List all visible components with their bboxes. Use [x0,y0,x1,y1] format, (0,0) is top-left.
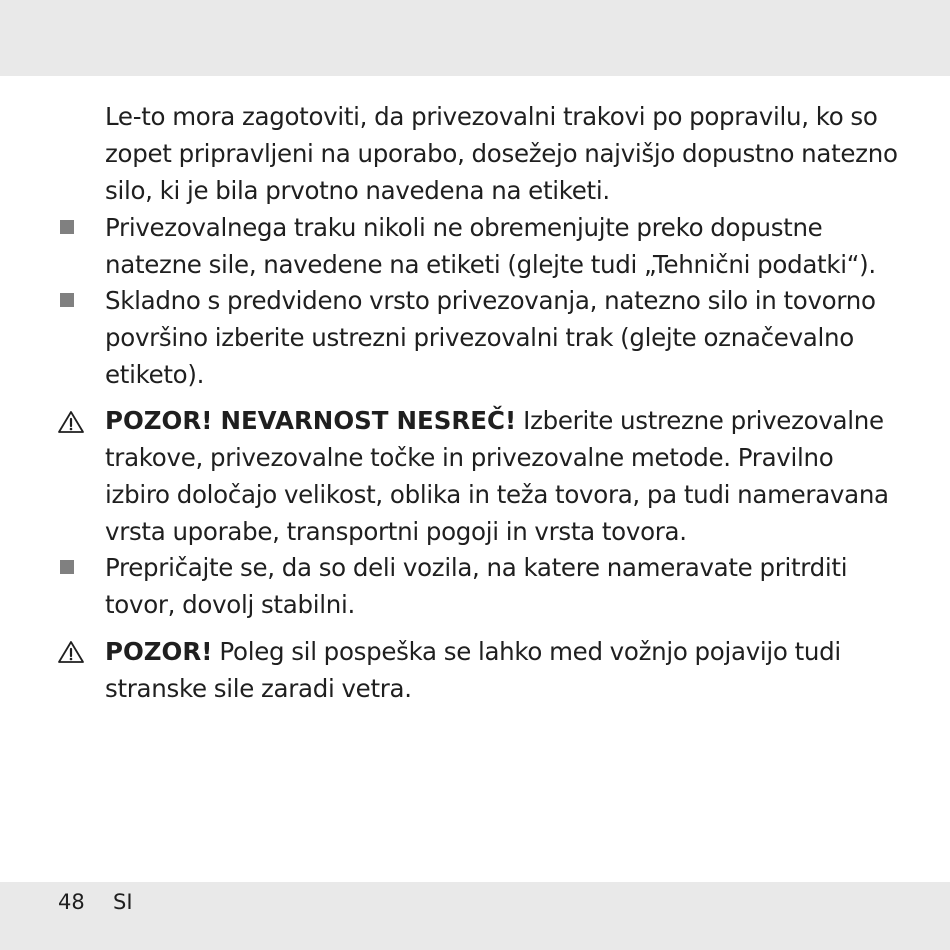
warning-triangle-icon [57,639,85,665]
warning-side-forces [105,633,905,707]
warning-text: Izberite ustrezne privezovalne trakove, privezovalne točke in privezovalne metode. Pravilno izbiro določajo velikost, oblika in teža tovora, pa tudi nameravana vrsta uporabe, transportni pogoji in vrsta tovora. [105,406,889,546]
warning-text: Poleg sil pospeška se lahko med vožnjo pojavijo tudi stranske sile zaradi vetra. [105,637,841,703]
square-bullet-icon [60,560,74,574]
warning-triangle-icon [57,409,85,435]
square-bullet-icon [60,220,74,234]
list-item-select-strap: Skladno s predvideno vrsto privezovanja, natezno silo in tovorno površino izberite ustrezni privezovalni trak (glejte označevalno etiketo). [105,286,876,389]
list-item-tensile-force: Privezovalnega traku nikoli ne obremenjujte preko dopustne natezne sile, navedene na etiketi (glejte tudi „Tehnični podatki“). [105,213,876,279]
paragraph-repair-note: Le-to mora zagotoviti, da privezovalni trakovi po popravilu, ko so zopet pripravljeni na uporabo, dosežejo najvišjo dopustno natezno silo, ki je bila prvotno navedena na etiketi. [105,102,898,205]
warning-heading: POZOR! [105,637,213,666]
list-item-vehicle-stability: Prepričajte se, da so deli vozila, na katere nameravate pritrditi tovor, dovolj stabilni. [105,553,848,619]
page-number: 48 [58,890,85,914]
header-band [0,0,950,76]
footer-band [0,882,950,950]
warning-accident-hazard [105,402,905,550]
language-code: SI [113,890,133,914]
warning-heading: POZOR! NEVARNOST NESREČ! [105,406,517,435]
square-bullet-icon [60,293,74,307]
